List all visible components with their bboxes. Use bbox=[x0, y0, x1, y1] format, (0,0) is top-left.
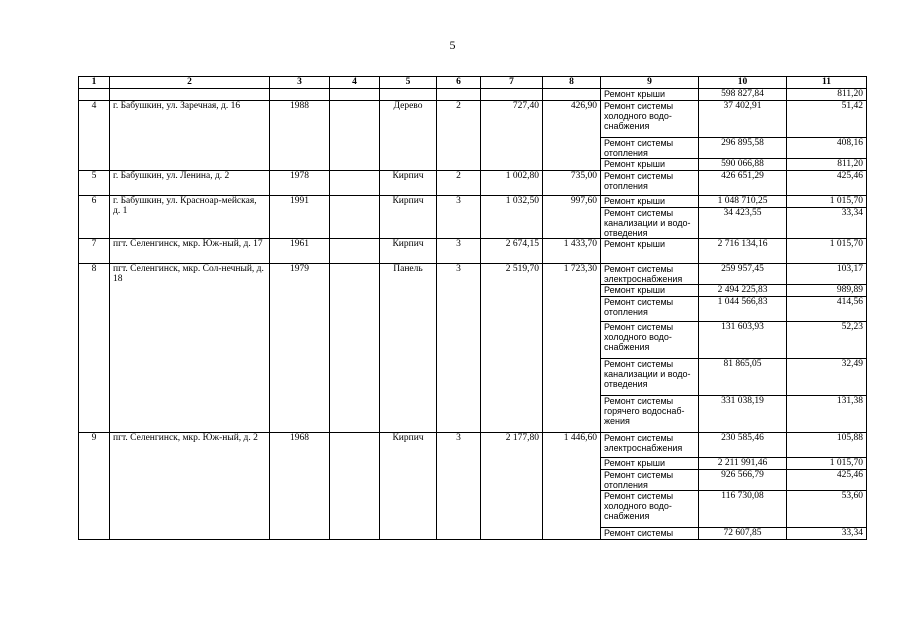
row-number-cell: 7 bbox=[79, 239, 110, 264]
specific-cost-cell: 408,16 bbox=[787, 138, 867, 159]
row-number-cell: 8 bbox=[79, 264, 110, 433]
wall-material-cell: Кирпич bbox=[380, 171, 437, 196]
wall-material-cell bbox=[380, 89, 437, 101]
column-4-cell bbox=[330, 433, 380, 540]
living-area-cell: 1 723,30 bbox=[543, 264, 601, 433]
column-4-cell bbox=[330, 264, 380, 433]
table-row bbox=[79, 171, 867, 196]
table-row bbox=[79, 433, 867, 458]
work-type-cell: Ремонт системы отопления bbox=[601, 470, 699, 491]
work-type-cell: Ремонт системы горячего водоснаб-жения bbox=[601, 396, 699, 433]
cost-cell: 2 211 991,46 bbox=[699, 458, 787, 470]
living-area-cell bbox=[543, 89, 601, 101]
address-cell: г. Бабушкин, ул. Красноар-мейская, д. 1 bbox=[110, 196, 270, 239]
column-header: 11 bbox=[787, 77, 867, 89]
table-row bbox=[79, 89, 867, 101]
cost-cell: 2 716 134,16 bbox=[699, 239, 787, 264]
work-type-cell: Ремонт системы отопления bbox=[601, 171, 699, 196]
specific-cost-cell: 32,49 bbox=[787, 359, 867, 396]
specific-cost-cell: 33,34 bbox=[787, 528, 867, 540]
specific-cost-cell: 131,38 bbox=[787, 396, 867, 433]
cost-cell: 37 402,91 bbox=[699, 101, 787, 138]
living-area-cell: 997,60 bbox=[543, 196, 601, 239]
specific-cost-cell: 53,60 bbox=[787, 491, 867, 528]
register-body bbox=[79, 89, 867, 540]
work-type-cell: Ремонт крыши bbox=[601, 159, 699, 171]
total-area-cell: 2 674,15 bbox=[481, 239, 543, 264]
row-number-cell: 6 bbox=[79, 196, 110, 239]
column-4-cell bbox=[330, 101, 380, 171]
year-cell: 1968 bbox=[270, 433, 330, 540]
address-cell: пгт. Селенгинск, мкр. Юж-ный, д. 17 bbox=[110, 239, 270, 264]
row-number-cell: 5 bbox=[79, 171, 110, 196]
wall-material-cell: Кирпич bbox=[380, 239, 437, 264]
cost-cell: 926 566,79 bbox=[699, 470, 787, 491]
work-type-cell: Ремонт системы электроснабжения bbox=[601, 264, 699, 285]
work-type-cell: Ремонт системы канализации и водо-отведения bbox=[601, 208, 699, 239]
address-cell: пгт. Селенгинск, мкр. Сол-нечный, д. 18 bbox=[110, 264, 270, 433]
total-area-cell bbox=[481, 89, 543, 101]
column-header: 9 bbox=[601, 77, 699, 89]
total-area-cell: 727,40 bbox=[481, 101, 543, 171]
work-type-cell: Ремонт крыши bbox=[601, 89, 699, 101]
cost-cell: 81 865,05 bbox=[699, 359, 787, 396]
column-4-cell bbox=[330, 239, 380, 264]
floors-cell: 3 bbox=[437, 239, 481, 264]
cost-cell: 331 038,19 bbox=[699, 396, 787, 433]
column-header: 1 bbox=[79, 77, 110, 89]
column-header: 8 bbox=[543, 77, 601, 89]
table-row bbox=[79, 101, 867, 138]
cost-cell: 1 048 710,25 bbox=[699, 196, 787, 208]
total-area-cell: 1 032,50 bbox=[481, 196, 543, 239]
specific-cost-cell: 425,46 bbox=[787, 470, 867, 491]
cost-cell: 296 895,58 bbox=[699, 138, 787, 159]
cost-cell: 116 730,08 bbox=[699, 491, 787, 528]
work-type-cell: Ремонт крыши bbox=[601, 458, 699, 470]
column-header: 4 bbox=[330, 77, 380, 89]
column-number-row bbox=[79, 77, 867, 89]
row-number-cell: 9 bbox=[79, 433, 110, 540]
specific-cost-cell: 811,20 bbox=[787, 159, 867, 171]
work-type-cell: Ремонт крыши bbox=[601, 196, 699, 208]
wall-material-cell: Кирпич bbox=[380, 196, 437, 239]
specific-cost-cell: 33,34 bbox=[787, 208, 867, 239]
year-cell: 1979 bbox=[270, 264, 330, 433]
specific-cost-cell: 105,88 bbox=[787, 433, 867, 458]
specific-cost-cell: 1 015,70 bbox=[787, 239, 867, 264]
cost-cell: 426 651,29 bbox=[699, 171, 787, 196]
work-type-cell: Ремонт системы отопления bbox=[601, 138, 699, 159]
work-type-cell: Ремонт системы электроснабжения bbox=[601, 433, 699, 458]
work-type-cell: Ремонт крыши bbox=[601, 239, 699, 264]
specific-cost-cell: 1 015,70 bbox=[787, 458, 867, 470]
year-cell: 1978 bbox=[270, 171, 330, 196]
work-type-cell: Ремонт системы отопления bbox=[601, 297, 699, 322]
table-row bbox=[79, 196, 867, 208]
work-type-cell: Ремонт системы холодного водо-снабжения bbox=[601, 322, 699, 359]
specific-cost-cell: 51,42 bbox=[787, 101, 867, 138]
work-type-cell: Ремонт крыши bbox=[601, 285, 699, 297]
table-row bbox=[79, 264, 867, 285]
specific-cost-cell: 425,46 bbox=[787, 171, 867, 196]
specific-cost-cell: 52,23 bbox=[787, 322, 867, 359]
specific-cost-cell: 414,56 bbox=[787, 297, 867, 322]
floors-cell: 2 bbox=[437, 101, 481, 171]
column-header: 6 bbox=[437, 77, 481, 89]
column-4-cell bbox=[330, 89, 380, 101]
total-area-cell: 1 002,80 bbox=[481, 171, 543, 196]
specific-cost-cell: 1 015,70 bbox=[787, 196, 867, 208]
work-type-cell: Ремонт системы bbox=[601, 528, 699, 540]
total-area-cell: 2 519,70 bbox=[481, 264, 543, 433]
specific-cost-cell: 989,89 bbox=[787, 285, 867, 297]
page-number: 5 bbox=[449, 38, 456, 52]
floors-cell: 3 bbox=[437, 433, 481, 540]
row-number-cell bbox=[79, 89, 110, 101]
cost-cell: 598 827,84 bbox=[699, 89, 787, 101]
cost-cell: 259 957,45 bbox=[699, 264, 787, 285]
floors-cell: 3 bbox=[437, 264, 481, 433]
cost-cell: 131 603,93 bbox=[699, 322, 787, 359]
wall-material-cell: Панель bbox=[380, 264, 437, 433]
column-4-cell bbox=[330, 196, 380, 239]
year-cell: 1991 bbox=[270, 196, 330, 239]
total-area-cell: 2 177,80 bbox=[481, 433, 543, 540]
living-area-cell: 1 446,60 bbox=[543, 433, 601, 540]
table-row bbox=[79, 239, 867, 264]
year-cell: 1961 bbox=[270, 239, 330, 264]
cost-cell: 72 607,85 bbox=[699, 528, 787, 540]
cost-cell: 2 494 225,83 bbox=[699, 285, 787, 297]
specific-cost-cell: 103,17 bbox=[787, 264, 867, 285]
floors-cell: 2 bbox=[437, 171, 481, 196]
wall-material-cell: Дерево bbox=[380, 101, 437, 171]
work-type-cell: Ремонт системы холодного водо-снабжения bbox=[601, 491, 699, 528]
column-4-cell bbox=[330, 171, 380, 196]
row-number-cell: 4 bbox=[79, 101, 110, 171]
living-area-cell: 735,00 bbox=[543, 171, 601, 196]
address-cell bbox=[110, 89, 270, 101]
cost-cell: 590 066,88 bbox=[699, 159, 787, 171]
cost-cell: 1 044 566,83 bbox=[699, 297, 787, 322]
cost-cell: 34 423,55 bbox=[699, 208, 787, 239]
wall-material-cell: Кирпич bbox=[380, 433, 437, 540]
specific-cost-cell: 811,20 bbox=[787, 89, 867, 101]
work-type-cell: Ремонт системы холодного водо-снабжения bbox=[601, 101, 699, 138]
column-header: 10 bbox=[699, 77, 787, 89]
address-cell: г. Бабушкин, ул. Заречная, д. 16 bbox=[110, 101, 270, 171]
floors-cell: 3 bbox=[437, 196, 481, 239]
column-header: 2 bbox=[110, 77, 270, 89]
cost-cell: 230 585,46 bbox=[699, 433, 787, 458]
address-cell: пгт. Селенгинск, мкр. Юж-ный, д. 2 bbox=[110, 433, 270, 540]
column-header: 3 bbox=[270, 77, 330, 89]
repair-register-table bbox=[78, 76, 867, 540]
address-cell: г. Бабушкин, ул. Ленина, д. 2 bbox=[110, 171, 270, 196]
floors-cell bbox=[437, 89, 481, 101]
living-area-cell: 1 433,70 bbox=[543, 239, 601, 264]
column-header: 7 bbox=[481, 77, 543, 89]
column-header: 5 bbox=[380, 77, 437, 89]
year-cell bbox=[270, 89, 330, 101]
living-area-cell: 426,90 bbox=[543, 101, 601, 171]
year-cell: 1988 bbox=[270, 101, 330, 171]
work-type-cell: Ремонт системы канализации и водо-отведения bbox=[601, 359, 699, 396]
